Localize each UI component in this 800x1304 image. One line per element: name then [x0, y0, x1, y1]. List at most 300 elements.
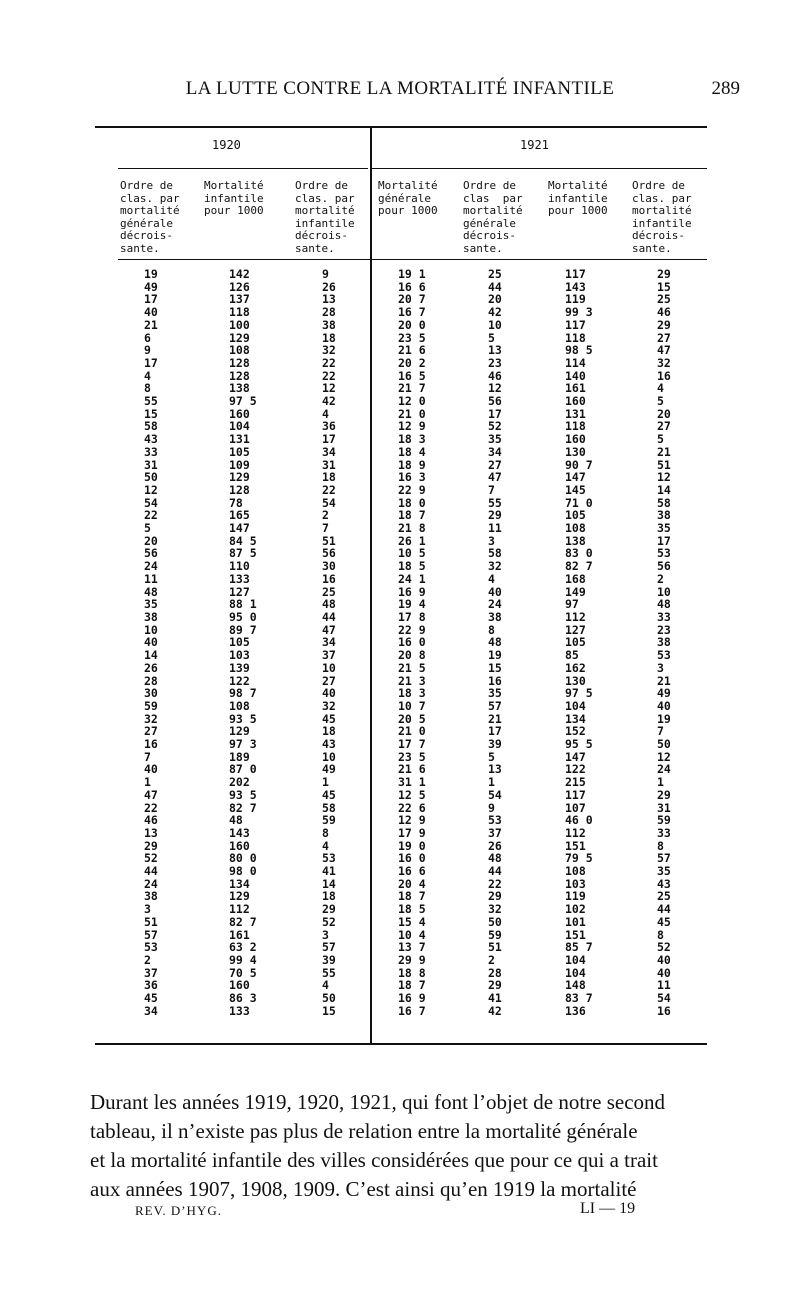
table-cell: 122 [229, 673, 250, 688]
table-cell: 40 [144, 762, 158, 777]
table-cell: 97 [565, 597, 579, 612]
table-cell: 129 [229, 889, 250, 904]
table-cell: 22 [322, 482, 336, 497]
table-cell: 35 [488, 686, 502, 701]
table-cell: 7 [488, 482, 495, 497]
table-cell: 16 [488, 673, 502, 688]
table-cell: 104 [229, 419, 250, 434]
table-cell: 40 [144, 635, 158, 650]
table-cell: 27 [488, 457, 502, 472]
table-cell: 87 5 [229, 546, 257, 561]
table-cell: 8 [144, 381, 151, 396]
table-cell: 16 [657, 1003, 671, 1018]
table-cell: 46 0 [565, 813, 593, 828]
column-header: Mortalité générale pour 1000 [378, 179, 438, 217]
table-cell: 18 5 [398, 902, 426, 917]
table-cell: 24 [144, 559, 158, 574]
year-1920-label: 1920 [212, 138, 241, 152]
table-cell: 8 [657, 927, 664, 942]
table-cell: 52 [488, 419, 502, 434]
table-cell: 13 [488, 762, 502, 777]
table-cell: 56 [322, 546, 336, 561]
table-cell: 16 [657, 368, 671, 383]
table-cell: 40 [322, 686, 336, 701]
table-cell: 54 [657, 991, 671, 1006]
table-cell: 70 5 [229, 965, 257, 980]
table-cell: 27 [144, 724, 158, 739]
table-cell: 8 [488, 622, 495, 637]
table-cell: 85 [565, 648, 579, 663]
table-cell: 1 [488, 775, 495, 790]
table-cell: 29 [657, 267, 671, 281]
table-cell: 84 5 [229, 533, 257, 548]
table-cell: 89 7 [229, 622, 257, 637]
table-cell: 147 [229, 521, 250, 536]
table-cell: 101 [565, 914, 586, 929]
table-cell: 21 8 [398, 521, 426, 536]
table-cell: 26 [144, 660, 158, 675]
body-paragraph [90, 1088, 740, 1204]
table-cell: 30 [322, 559, 336, 574]
table-cell: 23 5 [398, 330, 426, 345]
table-cell: 18 [322, 889, 336, 904]
table-cell: 19 0 [398, 838, 426, 853]
table-cell: 122 [565, 762, 586, 777]
table-cell: 20 7 [398, 292, 426, 307]
table-cell: 45 [322, 787, 336, 802]
table-cell: 128 [229, 368, 250, 383]
table-cell: 31 [322, 457, 336, 472]
table-cell: 10 7 [398, 698, 426, 713]
table-cell: 138 [565, 533, 586, 548]
table-cell: 15 4 [398, 914, 426, 929]
table-cell: 48 [488, 635, 502, 650]
table-cell: 19 [488, 648, 502, 663]
table-cell: 56 [144, 546, 158, 561]
table-cell: 39 [488, 737, 502, 752]
table-cell: 16 9 [398, 584, 426, 599]
table-cell: 118 [565, 330, 586, 345]
table-cell: 160 [565, 394, 586, 409]
table-cell: 34 [144, 1003, 158, 1018]
table-cell: 57 [322, 940, 336, 955]
table-cell: 59 [657, 813, 671, 828]
table-cell: 93 5 [229, 711, 257, 726]
table-cell: 97 3 [229, 737, 257, 752]
table-cell: 16 0 [398, 851, 426, 866]
table-column [322, 268, 336, 1017]
table-cell: 9 [322, 267, 329, 281]
page-title: LA LUTTE CONTRE LA MORTALITÉ INFANTILE [185, 78, 615, 99]
table-cell: 21 6 [398, 762, 426, 777]
table-cell: 20 8 [398, 648, 426, 663]
table-cell: 18 3 [398, 686, 426, 701]
table-cell: 54 [322, 495, 336, 510]
table-cell: 29 [488, 978, 502, 993]
table-cell: 55 [322, 965, 336, 980]
table-cell: 108 [229, 698, 250, 713]
table-cell: 105 [565, 508, 586, 523]
table-cell: 22 [488, 876, 502, 891]
table-cell: 36 [322, 419, 336, 434]
table-cell: 16 7 [398, 1003, 426, 1018]
table-cell: 29 [657, 787, 671, 802]
table-cell: 29 [144, 838, 158, 853]
body-line: Durant les années 1919, 1920, 1921, qui font l’objet de notre second [90, 1090, 666, 1114]
table-cell: 25 [322, 584, 336, 599]
table-cell: 38 [144, 889, 158, 904]
table-cell: 86 3 [229, 991, 257, 1006]
table-cell: 22 [322, 355, 336, 370]
table-cell: 139 [229, 660, 250, 675]
table-cell: 168 [565, 571, 586, 586]
table-cell: 4 [488, 571, 495, 586]
table-cell: 103 [565, 876, 586, 891]
table-cell: 133 [229, 571, 250, 586]
table-cell: 58 [144, 419, 158, 434]
table-cell: 48 [657, 597, 671, 612]
table-cell: 12 9 [398, 419, 426, 434]
table-cell: 47 [322, 622, 336, 637]
body-line: et la mortalité infantile des villes considérées que pour ce qui a trait [90, 1148, 658, 1172]
table-cell: 15 [488, 660, 502, 675]
table-cell: 129 [229, 470, 250, 485]
table-cell: 97 5 [565, 686, 593, 701]
table-cell: 15 [144, 406, 158, 421]
table-cell: 18 7 [398, 978, 426, 993]
column-header: Ordre de clas. par mortalité générale décrois- sante. [120, 179, 180, 255]
table-cell: 42 [488, 305, 502, 320]
table-cell: 130 [565, 444, 586, 459]
table-cell: 52 [144, 851, 158, 866]
table-cell: 95 0 [229, 609, 257, 624]
table-cell: 17 [488, 406, 502, 421]
table-cell: 21 6 [398, 343, 426, 358]
table-cell: 38 [657, 508, 671, 523]
table-cell: 40 [488, 584, 502, 599]
table-cell: 28 [322, 305, 336, 320]
table-cell: 83 7 [565, 991, 593, 1006]
table-cell: 82 7 [565, 559, 593, 574]
table-cell: 17 9 [398, 825, 426, 840]
table-cell: 16 9 [398, 991, 426, 1006]
table-cell: 47 [657, 343, 671, 358]
table-cell: 80 0 [229, 851, 257, 866]
table-cell: 14 [657, 482, 671, 497]
table-cell: 48 [488, 851, 502, 866]
table-cell: 29 [322, 902, 336, 917]
table-cell: 30 [144, 686, 158, 701]
table-cell: 25 [657, 292, 671, 307]
table-cell: 19 [144, 267, 158, 281]
table-cell: 5 [488, 749, 495, 764]
table-cell: 130 [565, 673, 586, 688]
table-cell: 4 [144, 368, 151, 383]
table-cell: 38 [488, 609, 502, 624]
table-cell: 11 [657, 978, 671, 993]
year-divider [370, 126, 372, 1044]
table-cell: 104 [565, 698, 586, 713]
table-cell: 128 [229, 482, 250, 497]
table-cell: 32 [322, 698, 336, 713]
table-cell: 44 [322, 609, 336, 624]
table-cell: 38 [144, 609, 158, 624]
table-cell: 99 4 [229, 952, 257, 967]
table-cell: 34 [488, 444, 502, 459]
table-cell: 5 [488, 330, 495, 345]
table-cell: 26 [488, 838, 502, 853]
table-cell: 12 5 [398, 787, 426, 802]
table-cell: 34 [322, 444, 336, 459]
table-cell: 22 9 [398, 482, 426, 497]
table-cell: 25 [657, 889, 671, 904]
table-cell: 105 [565, 635, 586, 650]
table-cell: 53 [144, 940, 158, 955]
table-cell: 3 [144, 902, 151, 917]
table-cell: 16 [322, 571, 336, 586]
table-cell: 20 5 [398, 711, 426, 726]
table-column [488, 268, 502, 1017]
table-cell: 43 [322, 737, 336, 752]
table-cell: 136 [565, 1003, 586, 1018]
table-cell: 12 [144, 482, 158, 497]
table-cell: 21 [144, 317, 158, 332]
table-cell: 13 7 [398, 940, 426, 955]
table-cell: 202 [229, 775, 250, 790]
table-cell: 52 [657, 940, 671, 955]
table-cell: 127 [565, 622, 586, 637]
table-cell: 98 5 [565, 343, 593, 358]
table-cell: 19 1 [398, 267, 426, 281]
table-cell: 36 [144, 978, 158, 993]
column-header: Ordre de clas par mortalité générale décrois- sante. [463, 179, 523, 255]
table-cell: 22 [144, 508, 158, 523]
table-cell: 147 [565, 470, 586, 485]
body-line: tableau, il n’existe pas plus de relation entre la mortalité générale [90, 1119, 638, 1143]
table-cell: 32 [657, 355, 671, 370]
table-cell: 57 [657, 851, 671, 866]
table-cell: 107 [565, 800, 586, 815]
table-cell: 82 7 [229, 800, 257, 815]
table-cell: 38 [322, 317, 336, 332]
table-cell: 160 [229, 838, 250, 853]
table-cell: 22 6 [398, 800, 426, 815]
table-cell: 22 [322, 368, 336, 383]
table-cell: 59 [322, 813, 336, 828]
table-cell: 105 [229, 635, 250, 650]
table-cell: 128 [229, 355, 250, 370]
table-cell: 97 5 [229, 394, 257, 409]
table-cell: 22 9 [398, 622, 426, 637]
table-cell: 17 [144, 355, 158, 370]
table-cell: 59 [144, 698, 158, 713]
table-cell: 32 [322, 343, 336, 358]
table-cell: 20 2 [398, 355, 426, 370]
table-cell: 54 [144, 495, 158, 510]
table-cell: 143 [565, 279, 586, 294]
table-cell: 134 [229, 876, 250, 891]
table-cell: 3 [322, 927, 329, 942]
table-cell: 56 [657, 559, 671, 574]
table-cell: 22 [144, 800, 158, 815]
table-cell: 38 [657, 635, 671, 650]
table-cell: 51 [144, 914, 158, 929]
table-cell: 16 6 [398, 864, 426, 879]
table-cell: 20 0 [398, 317, 426, 332]
table-column [657, 268, 671, 1017]
table-cell: 151 [565, 927, 586, 942]
table-cell: 58 [322, 800, 336, 815]
table-cell: 110 [229, 559, 250, 574]
table-cell: 10 [322, 660, 336, 675]
table-cell: 85 7 [565, 940, 593, 955]
table-cell: 17 [657, 533, 671, 548]
table-cell: 104 [565, 952, 586, 967]
table-cell: 43 [657, 876, 671, 891]
table-cell: 54 [488, 787, 502, 802]
table-cell: 19 [657, 711, 671, 726]
table-cell: 47 [488, 470, 502, 485]
table-cell: 42 [322, 394, 336, 409]
table-cell: 21 3 [398, 673, 426, 688]
table-cell: 7 [657, 724, 664, 739]
table-cell: 112 [565, 609, 586, 624]
table-cell: 21 0 [398, 406, 426, 421]
table-cell: 4 [322, 978, 329, 993]
table-cell: 4 [322, 838, 329, 853]
table-cell: 40 [144, 305, 158, 320]
table-cell: 32 [488, 902, 502, 917]
table-cell: 82 7 [229, 914, 257, 929]
table-cell: 53 [657, 648, 671, 663]
table-cell: 98 0 [229, 864, 257, 879]
table-cell: 8 [657, 838, 664, 853]
table-bottom-rule [95, 1043, 707, 1045]
table-cell: 16 3 [398, 470, 426, 485]
running-header [0, 78, 800, 108]
table-cell: 8 [322, 825, 329, 840]
table-cell: 18 7 [398, 889, 426, 904]
table-cell: 25 [488, 267, 502, 281]
table-cell: 83 0 [565, 546, 593, 561]
table-cell: 63 2 [229, 940, 257, 955]
table-cell: 2 [488, 952, 495, 967]
table-cell: 59 [488, 927, 502, 942]
table-cell: 134 [565, 711, 586, 726]
table-cell: 26 1 [398, 533, 426, 548]
table-cell: 117 [565, 317, 586, 332]
table-cell: 48 [144, 584, 158, 599]
table-cell: 215 [565, 775, 586, 790]
table-cell: 45 [322, 711, 336, 726]
table-cell: 1 [322, 775, 329, 790]
table-cell: 20 [657, 406, 671, 421]
table-cell: 21 0 [398, 724, 426, 739]
table-cell: 109 [229, 457, 250, 472]
table-cell: 16 6 [398, 279, 426, 294]
table-cell: 18 [322, 330, 336, 345]
table-cell: 29 [488, 508, 502, 523]
table-cell: 10 4 [398, 927, 426, 942]
year-rule-1921 [372, 168, 707, 169]
table-cell: 87 0 [229, 762, 257, 777]
table-cell: 18 7 [398, 508, 426, 523]
table-cell: 20 [488, 292, 502, 307]
table-cell: 140 [565, 368, 586, 383]
table-cell: 17 [322, 432, 336, 447]
table-cell: 49 [657, 686, 671, 701]
table-cell: 20 4 [398, 876, 426, 891]
table-column [144, 268, 158, 1017]
table-cell: 18 0 [398, 495, 426, 510]
table-cell: 189 [229, 749, 250, 764]
table-cell: 52 [322, 914, 336, 929]
table-cell: 43 [144, 432, 158, 447]
table-cell: 160 [565, 432, 586, 447]
table-cell: 133 [229, 1003, 250, 1018]
table-cell: 2 [322, 508, 329, 523]
table-cell: 13 [488, 343, 502, 358]
table-cell: 21 [657, 673, 671, 688]
table-cell: 13 [144, 825, 158, 840]
table-cell: 49 [144, 279, 158, 294]
table-cell: 18 [322, 724, 336, 739]
table-cell: 10 [488, 317, 502, 332]
table-cell: 51 [488, 940, 502, 955]
table-cell: 29 9 [398, 952, 426, 967]
table-cell: 93 5 [229, 787, 257, 802]
table-cell: 18 8 [398, 965, 426, 980]
table-cell: 10 5 [398, 546, 426, 561]
table-cell: 24 1 [398, 571, 426, 586]
table-cell: 14 [144, 648, 158, 663]
table-cell: 23 5 [398, 749, 426, 764]
table-cell: 108 [565, 521, 586, 536]
table-cell: 34 [322, 635, 336, 650]
table-cell: 35 [488, 432, 502, 447]
table-cell: 5 [144, 521, 151, 536]
table-cell: 48 [322, 597, 336, 612]
table-cell: 39 [322, 952, 336, 967]
table-cell: 40 [657, 965, 671, 980]
table-cell: 44 [488, 279, 502, 294]
table-cell: 13 [322, 292, 336, 307]
table-cell: 1 [144, 775, 151, 790]
table-cell: 41 [322, 864, 336, 879]
table-cell: 12 [657, 470, 671, 485]
table-cell: 37 [488, 825, 502, 840]
table-cell: 4 [322, 406, 329, 421]
table-cell: 58 [657, 495, 671, 510]
table-cell: 117 [565, 787, 586, 802]
table-cell: 47 [144, 787, 158, 802]
table-cell: 44 [657, 902, 671, 917]
table-cell: 21 5 [398, 660, 426, 675]
table-cell: 10 [144, 622, 158, 637]
table-cell: 20 [144, 533, 158, 548]
table-cell: 55 [144, 394, 158, 409]
table-cell: 7 [322, 521, 329, 536]
table-cell: 95 5 [565, 737, 593, 752]
table-cell: 6 [144, 330, 151, 345]
table-cell: 17 [144, 292, 158, 307]
table-cell: 31 [657, 800, 671, 815]
table-cell: 114 [565, 355, 586, 370]
column-header: Mortalité infantile pour 1000 [548, 179, 608, 217]
table-cell: 152 [565, 724, 586, 739]
table-cell: 131 [229, 432, 250, 447]
table-cell: 12 [488, 381, 502, 396]
